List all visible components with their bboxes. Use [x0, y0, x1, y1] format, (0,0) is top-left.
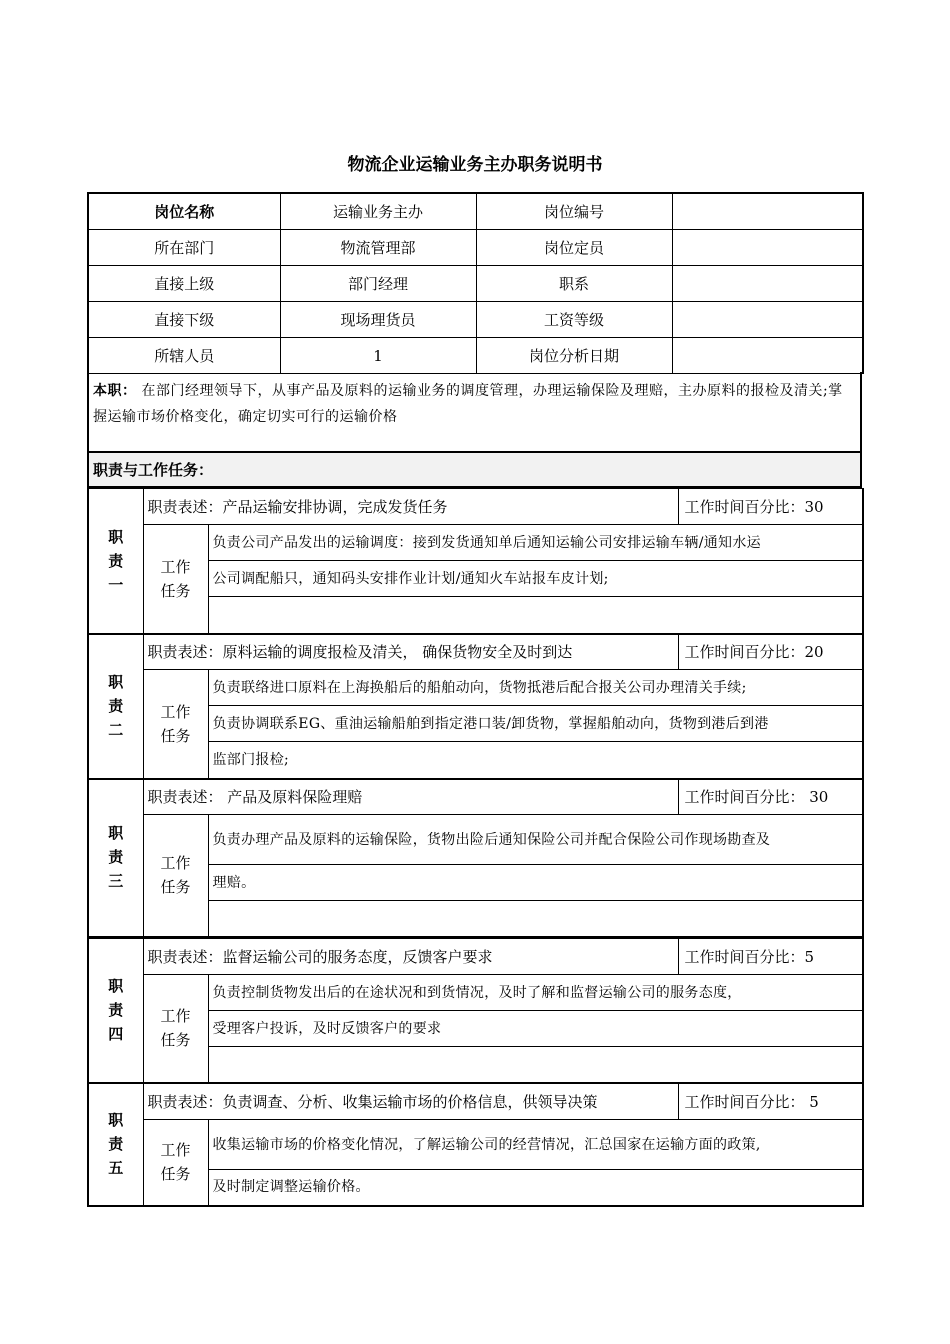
info-label: 直接下级	[88, 302, 280, 338]
duty-time-percent: 工作时间百分比： 30	[678, 779, 863, 815]
info-value	[672, 230, 863, 266]
duty-description: 职责表述：产品运输安排协调，完成发货任务	[143, 489, 678, 525]
duty-label: 职责五	[88, 1084, 143, 1206]
task-line: 负责联络进口原料在上海换船后的船舶动向，货物抵港后配合报关公司办理清关手续;	[208, 670, 863, 706]
info-row	[88, 193, 863, 230]
task-line: 受理客户投诉，及时反馈客户的要求	[208, 1011, 863, 1047]
task-line: 及时制定调整运输价格。	[208, 1170, 863, 1206]
work-task-label: 工作任务	[143, 815, 208, 937]
info-label: 工资等级	[476, 302, 672, 338]
duty-description: 职责表述：负责调查、分析、收集运输市场的价格信息，供领导决策	[143, 1084, 678, 1120]
work-task-label: 工作任务	[143, 670, 208, 779]
info-label: 岗位编号	[476, 193, 672, 230]
info-row	[88, 266, 863, 302]
info-value	[672, 193, 863, 230]
duty-label: 职责二	[88, 634, 143, 779]
info-value	[672, 338, 863, 374]
task-line: 负责协调联系EG、重油运输船舶到指定港口装/卸货物，掌握船舶动向，货物到港后到港	[208, 706, 863, 742]
duty-block	[87, 488, 864, 635]
position-info-table	[87, 192, 864, 374]
task-line: 理赔。	[208, 865, 863, 901]
info-row	[88, 230, 863, 266]
duty-block	[87, 778, 864, 938]
info-value	[672, 266, 863, 302]
duty-block	[87, 633, 864, 780]
task-line: 收集运输市场的价格变化情况，了解运输公司的经营情况，汇总国家在运输方面的政策,	[208, 1120, 863, 1170]
task-line: 负责办理产品及原料的运输保险，货物出险后通知保险公司并配合保险公司作现场勘查及	[208, 815, 863, 865]
duty-block	[87, 938, 864, 1084]
duty-description: 职责表述：监督运输公司的服务态度，反馈客户要求	[143, 939, 678, 975]
info-label: 直接上级	[88, 266, 280, 302]
info-label: 所在部门	[88, 230, 280, 266]
task-line: 负责公司产品发出的运输调度：接到发货通知单后通知运输公司安排运输车辆/通知水运	[208, 525, 863, 561]
task-line	[208, 901, 863, 937]
task-line	[208, 1047, 863, 1083]
task-line: 公司调配船只，通知码头安排作业计划/通知火车站报车皮计划;	[208, 561, 863, 597]
core-responsibility	[87, 372, 862, 453]
info-label: 岗位分析日期	[476, 338, 672, 374]
duty-description: 职责表述：原料运输的调度报检及清关， 确保货物安全及时到达	[143, 634, 678, 670]
work-task-label: 工作任务	[143, 975, 208, 1083]
core-responsibility-text: 在部门经理领导下，从事产品及原料的运输业务的调度管理，办理运输保险及理赔，主办原料的报检及清关;掌握运输市场价格变化，确定切实可行的运输价格	[93, 383, 843, 425]
work-task-label: 工作任务	[143, 1120, 208, 1206]
duties-header: 职责与工作任务：	[87, 453, 862, 488]
duty-block	[87, 1083, 864, 1207]
info-label: 所辖人员	[88, 338, 280, 374]
info-value: 部门经理	[280, 266, 476, 302]
duty-label: 职责一	[88, 489, 143, 634]
work-task-label: 工作任务	[143, 525, 208, 634]
info-value: 运输业务主办	[280, 193, 476, 230]
duty-time-percent: 工作时间百分比： 5	[678, 1084, 863, 1120]
document-title: 物流企业运输业务主办职务说明书	[347, 155, 603, 175]
duty-time-percent: 工作时间百分比：20	[678, 634, 863, 670]
info-label: 岗位定员	[476, 230, 672, 266]
core-responsibility-label: 本职：	[93, 383, 137, 399]
info-value: 物流管理部	[280, 230, 476, 266]
info-row	[88, 302, 863, 338]
duty-time-percent: 工作时间百分比：30	[678, 489, 863, 525]
info-value: 现场理货员	[280, 302, 476, 338]
info-label: 职系	[476, 266, 672, 302]
info-row	[88, 338, 863, 374]
duty-label: 职责三	[88, 779, 143, 937]
info-value	[672, 302, 863, 338]
duty-time-percent: 工作时间百分比：5	[678, 939, 863, 975]
info-value: 1	[280, 338, 476, 374]
task-line: 监部门报检;	[208, 742, 863, 779]
info-label: 岗位名称	[88, 193, 280, 230]
duty-label: 职责四	[88, 939, 143, 1083]
task-line: 负责控制货物发出后的在途状况和到货情况，及时了解和监督运输公司的服务态度，	[208, 975, 863, 1011]
task-line	[208, 597, 863, 634]
duty-description: 职责表述： 产品及原料保险理赔	[143, 779, 678, 815]
